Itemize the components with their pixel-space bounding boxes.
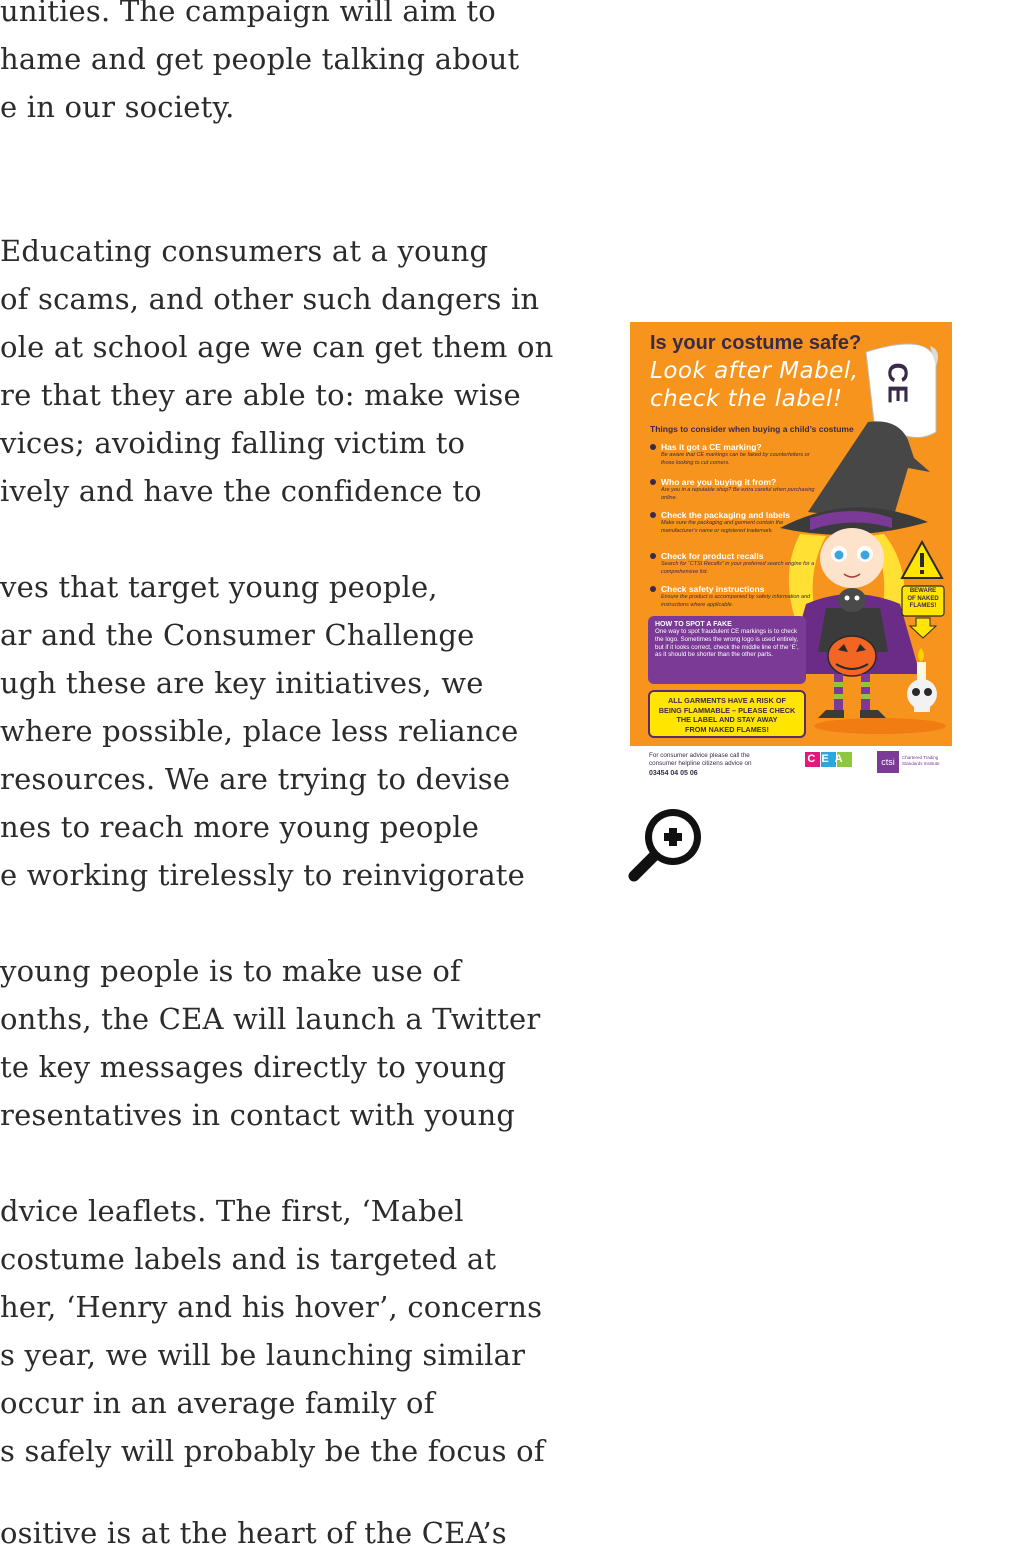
tip-item (650, 442, 820, 467)
article-line: vices; avoiding falling victim to (0, 426, 466, 460)
article-line: s safely will probably be the focus of (0, 1434, 545, 1468)
article-line: where possible, place less reliance (0, 714, 519, 748)
beware-sign-text: BEWARE OF NAKED FLAMES! (907, 588, 939, 609)
poster-title: Is your costume safe? (650, 332, 862, 354)
helpline-phone: 03454 04 05 06 (649, 770, 698, 777)
cea-logo: CEA (802, 752, 854, 776)
tip-item (650, 510, 820, 535)
article-line: Educating consumers at a young (0, 234, 489, 268)
article-line: ugh these are key initiatives, we (0, 666, 484, 700)
poster-script-line: check the label! (650, 386, 843, 412)
tip-desc: Make sure the packaging and garment contain the manufacturer’s name or registered trademark. (661, 520, 784, 534)
ce-mark: CE (882, 362, 914, 406)
article-line: ar and the Consumer Challenge (0, 618, 475, 652)
tip-item (650, 551, 820, 576)
tip-item (650, 584, 820, 609)
tip-title: Has it got a CE marking? (650, 442, 820, 452)
poster-footer (630, 746, 952, 783)
article-line: unities. The campaign will aim to (0, 0, 496, 28)
article-line: dvice leaflets. The first, ‘Mabel (0, 1194, 464, 1228)
article-line: costume labels and is targeted at (0, 1242, 497, 1276)
article-line: e working tirelessly to reinvigorate (0, 858, 526, 892)
article-line: her, ‘Henry and his hover’, concerns (0, 1290, 543, 1324)
tip-item (650, 477, 820, 502)
article-line: nes to reach more young people (0, 810, 480, 844)
warning-line: ALL GARMENTS HAVE A RISK OF (668, 696, 786, 705)
article-line: young people is to make use of (0, 954, 461, 988)
costume-safety-poster[interactable] (630, 322, 952, 783)
article-line: occur in an average family of (0, 1386, 435, 1420)
article-line: ole at school age we can get them on (0, 330, 554, 364)
warning-line: FROM NAKED FLAMES! (685, 724, 769, 734)
article-line: ively and have the confidence to (0, 474, 482, 508)
how-to-text: One way to spot fraudulent CE markings is to check the logo. Sometimes the wrong logo is used entirely, but if it looks correct, check the middle line of the ‘E’, as it should be shorter than the other parts. (655, 628, 799, 659)
warning-line: BEING FLAMMABLE – PLEASE CHECK (658, 705, 796, 715)
tip-desc: Are you in a reputable shop? Be extra careful when purchasing online. (661, 487, 815, 501)
article-line: ves that target young people, (0, 570, 438, 604)
tip-title: Check safety instructions (650, 584, 820, 594)
poster-subtitle: Things to consider when buying a child’s costume (650, 424, 854, 434)
how-to-title: HOW TO SPOT A FAKE (655, 621, 732, 628)
tip-title: Check the packaging and labels (650, 510, 820, 520)
tip-desc: Be aware that CE markings can be faked by counterfeiters or those looking to cut corners. (661, 452, 810, 466)
article-line: re that they are able to: make wise (0, 378, 521, 412)
article-line: onths, the CEA will launch a Twitter (0, 1002, 541, 1036)
tip-desc: Search for “CTSI Recalls” in your preferred search engine for a comprehensive list. (661, 561, 815, 575)
zoom-in-button[interactable] (626, 802, 708, 884)
tip-title: Check for product recalls (650, 551, 820, 561)
article-line: hame and get people talking about (0, 42, 520, 76)
article-line: te key messages directly to young (0, 1050, 507, 1084)
how-to-spot-fake-box (648, 616, 806, 684)
flammable-warning-box (648, 690, 806, 738)
poster-script-line: Look after Mabel, (650, 358, 859, 384)
footer-text: For consumer advice please call the consumer helpline citizens advice on (649, 752, 752, 767)
ctsi-name: Chartered Trading Standards Institute (902, 755, 940, 766)
ctsi-logo: ctsi (877, 751, 899, 773)
article-line: of scams, and other such dangers in (0, 282, 540, 316)
article-line: e in our society. (0, 90, 235, 124)
article-line: resources. We are trying to devise (0, 762, 511, 796)
article-line: resentatives in contact with young (0, 1098, 516, 1132)
warning-line: THE LABEL AND STAY AWAY (676, 715, 778, 724)
tip-title: Who are you buying it from? (650, 477, 820, 487)
tip-desc: Ensure the product is accompanied by safety information and instructions where applicable. (661, 594, 811, 608)
article-line: ositive is at the heart of the CEA’s (0, 1516, 507, 1550)
article-line: s year, we will be launching similar (0, 1338, 526, 1372)
magnifier-plus-icon (626, 802, 708, 884)
